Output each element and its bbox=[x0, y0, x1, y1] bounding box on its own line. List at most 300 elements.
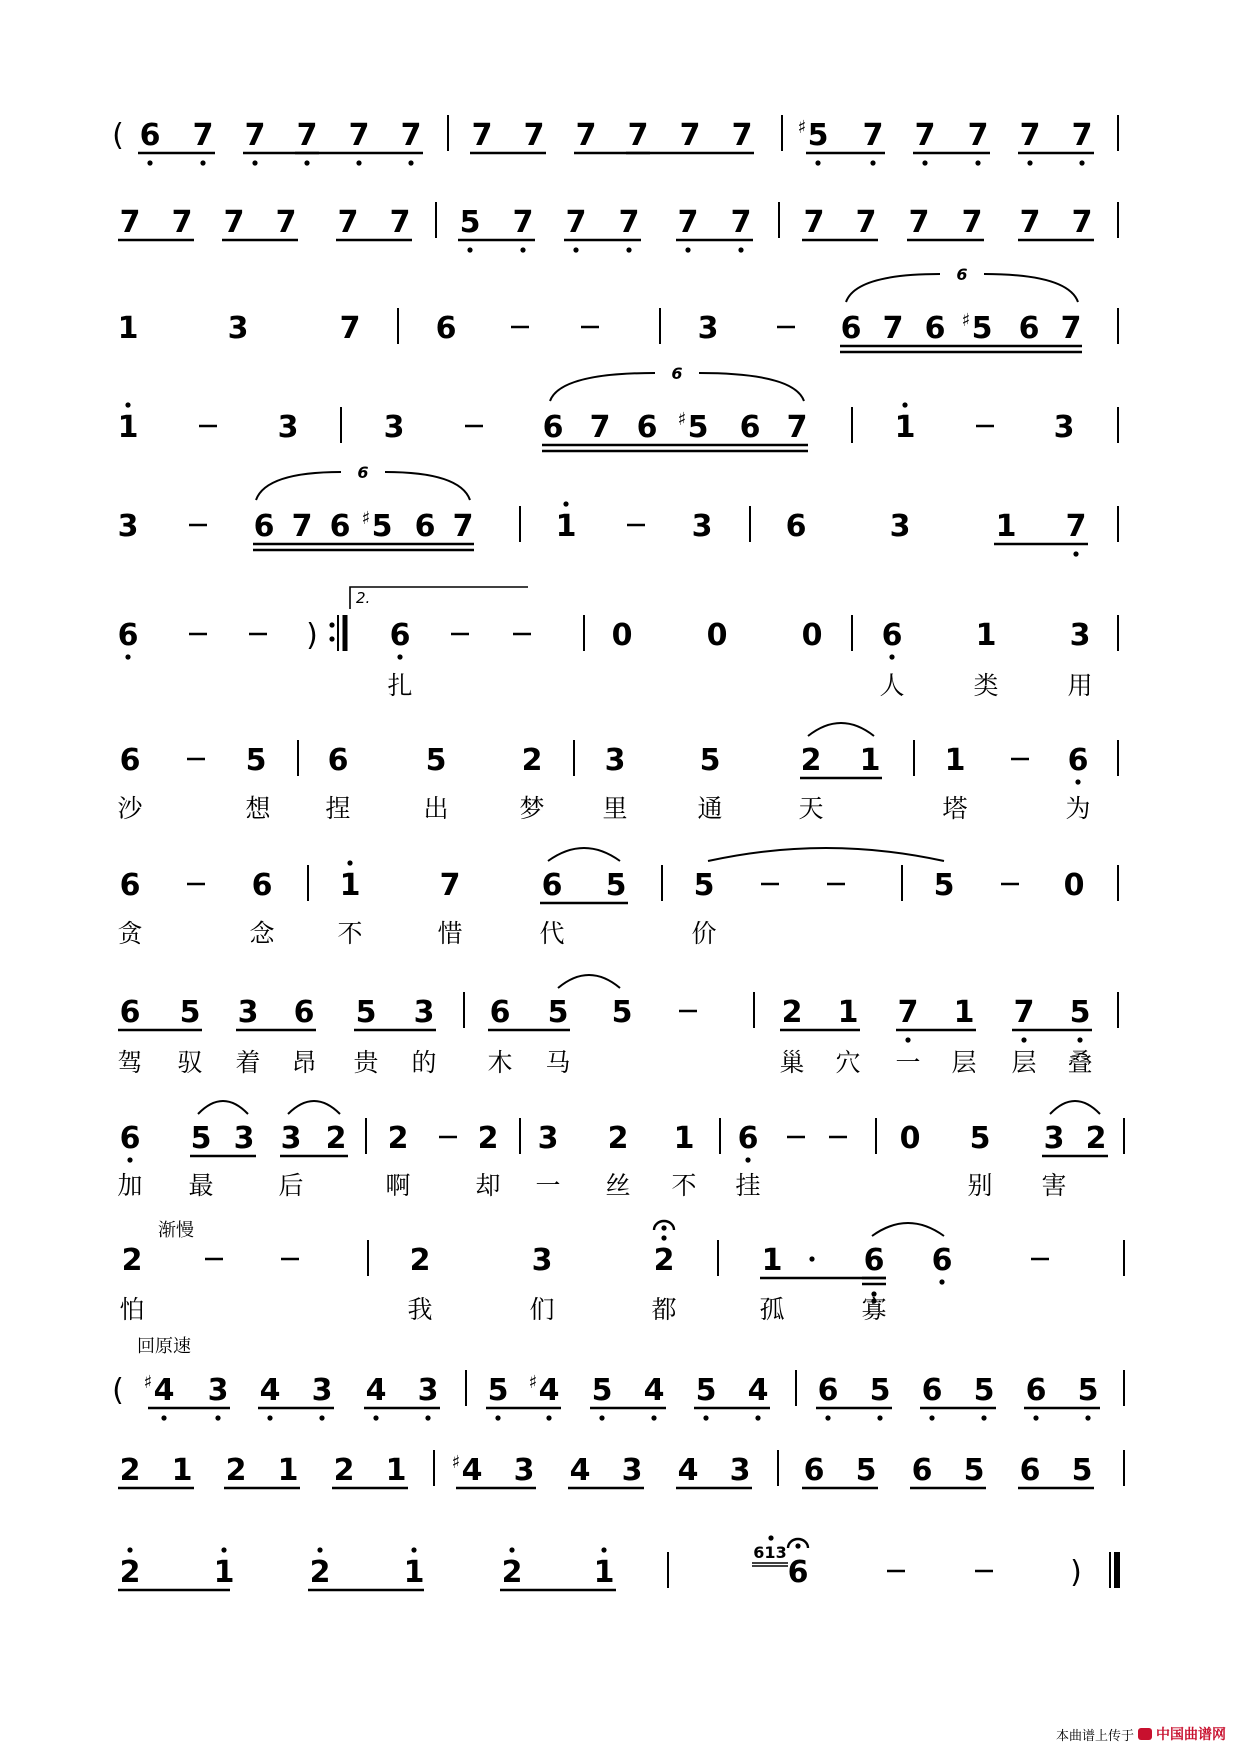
note-digit: 7 bbox=[275, 205, 297, 240]
note-digit: 2 bbox=[387, 1121, 409, 1156]
octave-dot bbox=[221, 1547, 226, 1552]
note-digit: 3 bbox=[1053, 410, 1075, 445]
octave-dot bbox=[601, 1547, 606, 1552]
note-digit: 7 bbox=[1060, 311, 1082, 346]
note-digit: 2 bbox=[121, 1243, 143, 1278]
site-logo-icon bbox=[1138, 1728, 1152, 1740]
note-digit: 6 bbox=[924, 311, 946, 346]
tie-slur bbox=[558, 975, 620, 988]
note-digit: 3 bbox=[729, 1453, 751, 1488]
note-digit: 6 bbox=[542, 410, 564, 445]
note-digit: 2 bbox=[607, 1121, 629, 1156]
note-digit: 5 bbox=[355, 995, 377, 1030]
lyric-char: 害 bbox=[1041, 1171, 1067, 1200]
tie-slur bbox=[288, 1101, 340, 1114]
lyric-char: 出 bbox=[423, 794, 449, 823]
note-digit: 7 bbox=[1071, 118, 1093, 153]
note-digit: 7 bbox=[1071, 205, 1093, 240]
lyric-char: 扎 bbox=[387, 671, 413, 700]
note-digit: 0 bbox=[1063, 868, 1085, 903]
lyric-char: 的 bbox=[411, 1048, 437, 1077]
note-digit: 6 bbox=[1019, 1453, 1041, 1488]
tuplet-number: 6 bbox=[671, 364, 683, 383]
octave-dot bbox=[795, 1543, 800, 1548]
note-digit: 1 bbox=[995, 509, 1017, 544]
note-digit: 6 bbox=[881, 618, 903, 653]
lyric-char: 加 bbox=[117, 1171, 143, 1200]
note-digit: 1 bbox=[117, 410, 139, 445]
octave-dot bbox=[215, 1415, 220, 1420]
lyric-char: 马 bbox=[545, 1048, 571, 1077]
note-digit: 7 bbox=[291, 509, 313, 544]
note-digit: 7 bbox=[439, 868, 461, 903]
note-digit: 7 bbox=[389, 205, 411, 240]
note-digit: 7 bbox=[1019, 205, 1041, 240]
lyric-char: 贵 bbox=[353, 1048, 379, 1077]
sharp-sign: ♯ bbox=[361, 508, 371, 529]
octave-dot bbox=[599, 1415, 604, 1420]
octave-dot bbox=[127, 1547, 132, 1552]
octave-dot bbox=[520, 247, 525, 252]
note-digit: 7 bbox=[339, 311, 361, 346]
note-digit: 7 bbox=[677, 205, 699, 240]
note-digit: 2 bbox=[800, 743, 822, 778]
note-digit: 7 bbox=[171, 205, 193, 240]
octave-dot bbox=[125, 402, 130, 407]
note-digit: 1 bbox=[975, 618, 997, 653]
note-digit: 6 bbox=[253, 509, 275, 544]
note-digit: 7 bbox=[967, 118, 989, 153]
note-digit: 7 bbox=[627, 118, 649, 153]
note-digit: 7 bbox=[523, 118, 545, 153]
note-digit: 6 bbox=[840, 311, 862, 346]
note-digit: 3 bbox=[207, 1373, 229, 1408]
octave-dot bbox=[626, 247, 631, 252]
octave-dot bbox=[147, 160, 152, 165]
volta-bracket bbox=[350, 587, 528, 609]
octave-dot bbox=[1077, 1037, 1082, 1042]
note-digit: 0 bbox=[706, 618, 728, 653]
note-digit: 3 bbox=[383, 410, 405, 445]
note-digit: 1 bbox=[213, 1555, 235, 1590]
note-digit: 3 bbox=[604, 743, 626, 778]
note-digit: 6 bbox=[636, 410, 658, 445]
octave-dot bbox=[267, 1415, 272, 1420]
note-digit: 3 bbox=[311, 1373, 333, 1408]
note-digit: 4 bbox=[538, 1373, 560, 1408]
close-parenthesis: ) bbox=[306, 618, 318, 653]
note-digit: 1 bbox=[171, 1453, 193, 1488]
octave-dot bbox=[809, 1256, 814, 1261]
octave-dot bbox=[252, 160, 257, 165]
note-digit: 5 bbox=[807, 118, 829, 153]
note-digit: 1 bbox=[944, 743, 966, 778]
note-digit: 1 bbox=[761, 1243, 783, 1278]
octave-dot bbox=[356, 160, 361, 165]
note-digit: 5 bbox=[969, 1121, 991, 1156]
note-digit: 2 bbox=[653, 1243, 675, 1278]
octave-dot bbox=[329, 622, 334, 627]
watermark-footer bbox=[1056, 1724, 1226, 1744]
octave-dot bbox=[929, 1415, 934, 1420]
note-digit: 3 bbox=[277, 410, 299, 445]
octave-dot bbox=[975, 160, 980, 165]
note-digit: 6 bbox=[541, 868, 563, 903]
lyric-char: 用 bbox=[1067, 671, 1093, 700]
note-digit: 7 bbox=[452, 509, 474, 544]
lyric-char: 寡 bbox=[861, 1295, 887, 1324]
note-digit: 6 bbox=[817, 1373, 839, 1408]
lyric-char: 一 bbox=[895, 1048, 921, 1077]
lyric-char: 捏 bbox=[325, 794, 351, 823]
octave-dot bbox=[563, 501, 568, 506]
note-digit: 7 bbox=[337, 205, 359, 240]
lyric-char: 着 bbox=[235, 1048, 261, 1077]
note-digit: 7 bbox=[908, 205, 930, 240]
octave-dot bbox=[902, 402, 907, 407]
lyric-char: 木 bbox=[487, 1048, 513, 1077]
sharp-sign: ♯ bbox=[143, 1372, 153, 1393]
note-digit: 7 bbox=[618, 205, 640, 240]
note-digit: 1 bbox=[953, 995, 975, 1030]
note-digit: 5 bbox=[605, 868, 627, 903]
note-digit: 7 bbox=[862, 118, 884, 153]
note-digit: 3 bbox=[889, 509, 911, 544]
tuplet-number: 6 bbox=[956, 265, 968, 284]
note-digit: 6 bbox=[119, 1121, 141, 1156]
note-digit: 5 bbox=[693, 868, 715, 903]
lyric-char: 贪 bbox=[117, 919, 143, 948]
lyric-char: 昂 bbox=[291, 1048, 317, 1077]
note-digit: 0 bbox=[899, 1121, 921, 1156]
tie-slur bbox=[808, 723, 874, 736]
note-digit: 6 bbox=[119, 995, 141, 1030]
octave-dot bbox=[870, 160, 875, 165]
lyric-char: 梦 bbox=[519, 794, 545, 823]
tuplet-number: 6 bbox=[357, 463, 369, 482]
note-digit: 3 bbox=[531, 1243, 553, 1278]
note-digit: 7 bbox=[882, 311, 904, 346]
tie-slur bbox=[708, 848, 944, 861]
note-digit: 7 bbox=[730, 205, 752, 240]
note-digit: 2 bbox=[521, 743, 543, 778]
note-digit: 1 bbox=[555, 509, 577, 544]
lyric-char: 们 bbox=[529, 1295, 555, 1324]
octave-dot bbox=[905, 1037, 910, 1042]
lyric-char: 念 bbox=[249, 919, 275, 948]
note-digit: 7 bbox=[119, 205, 141, 240]
note-digit: 6 bbox=[119, 743, 141, 778]
lyric-char: 想 bbox=[245, 794, 271, 823]
sharp-sign: ♯ bbox=[528, 1372, 538, 1393]
lyric-char: 代 bbox=[539, 919, 565, 948]
note-digit: 5 bbox=[179, 995, 201, 1030]
note-digit: 3 bbox=[227, 311, 249, 346]
volta-label: 2. bbox=[356, 589, 371, 607]
octave-dot bbox=[127, 1157, 132, 1162]
octave-dot bbox=[889, 654, 894, 659]
note-digit: 0 bbox=[801, 618, 823, 653]
note-digit: 5 bbox=[591, 1373, 613, 1408]
note-digit: 6 bbox=[293, 995, 315, 1030]
note-digit: 6 bbox=[921, 1373, 943, 1408]
note-digit: 1 bbox=[117, 311, 139, 346]
note-digit: 2 bbox=[309, 1555, 331, 1590]
octave-dot bbox=[200, 160, 205, 165]
note-digit: 7 bbox=[731, 118, 753, 153]
lyric-char: 塔 bbox=[942, 794, 968, 823]
octave-dot bbox=[408, 160, 413, 165]
note-digit: 7 bbox=[400, 118, 422, 153]
note-digit: 1 bbox=[277, 1453, 299, 1488]
octave-dot bbox=[1033, 1415, 1038, 1420]
octave-dot bbox=[1075, 779, 1080, 784]
note-digit: 7 bbox=[512, 205, 534, 240]
octave-dot bbox=[738, 247, 743, 252]
lyric-char: 后 bbox=[278, 1171, 304, 1200]
lyric-char: 类 bbox=[973, 671, 999, 700]
note-digit: 6 bbox=[803, 1453, 825, 1488]
octave-dot bbox=[1085, 1415, 1090, 1420]
lyric-char: 叠 bbox=[1067, 1048, 1093, 1077]
sharp-sign: ♯ bbox=[797, 117, 807, 138]
lyric-char: 层 bbox=[951, 1048, 977, 1077]
note-digit: 1 bbox=[339, 868, 361, 903]
note-digit: 2 bbox=[333, 1453, 355, 1488]
octave-dot bbox=[1079, 160, 1084, 165]
tempo-mark: 渐慢 bbox=[158, 1220, 194, 1241]
note-digit: 6 bbox=[911, 1453, 933, 1488]
lyric-char: 通 bbox=[697, 794, 723, 823]
octave-dot bbox=[1021, 1037, 1026, 1042]
grace-notes: 613 bbox=[753, 1543, 787, 1562]
note-digit: 3 bbox=[280, 1121, 302, 1156]
note-digit: 6 bbox=[1025, 1373, 1047, 1408]
note-digit: 2 bbox=[781, 995, 803, 1030]
octave-dot bbox=[573, 247, 578, 252]
lyric-char: 层 bbox=[1011, 1048, 1037, 1077]
note-digit: 2 bbox=[1085, 1121, 1107, 1156]
note-digit: 4 bbox=[677, 1453, 699, 1488]
note-digit: 1 bbox=[673, 1121, 695, 1156]
note-digit: 4 bbox=[461, 1453, 483, 1488]
note-digit: 7 bbox=[471, 118, 493, 153]
note-digit: 7 bbox=[192, 118, 214, 153]
note-digit: 3 bbox=[417, 1373, 439, 1408]
note-digit: 2 bbox=[225, 1453, 247, 1488]
octave-dot bbox=[546, 1415, 551, 1420]
note-digit: 7 bbox=[1065, 509, 1087, 544]
lyric-char: 都 bbox=[651, 1295, 677, 1324]
note-digit: 7 bbox=[855, 205, 877, 240]
lyric-char: 啊 bbox=[385, 1171, 411, 1200]
note-digit: 7 bbox=[786, 410, 808, 445]
note-digit: 7 bbox=[1013, 995, 1035, 1030]
note-digit: 5 bbox=[855, 1453, 877, 1488]
lyric-char: 驾 bbox=[117, 1048, 143, 1077]
lyric-char: 一 bbox=[535, 1171, 561, 1200]
octave-dot bbox=[981, 1415, 986, 1420]
note-digit: 3 bbox=[513, 1453, 535, 1488]
octave-dot bbox=[411, 1547, 416, 1552]
footer-prefix: 本曲谱上传于 bbox=[1055, 1728, 1134, 1744]
note-digit: 0 bbox=[611, 618, 633, 653]
lyric-char: 不 bbox=[671, 1171, 697, 1200]
note-digit: 6 bbox=[119, 868, 141, 903]
octave-dot bbox=[317, 1547, 322, 1552]
note-digit: 7 bbox=[589, 410, 611, 445]
note-digit: 4 bbox=[569, 1453, 591, 1488]
octave-dot bbox=[1027, 160, 1032, 165]
note-digit: 5 bbox=[425, 743, 447, 778]
note-digit: 3 bbox=[1069, 618, 1091, 653]
note-digit: 6 bbox=[739, 410, 761, 445]
note-digit: 5 bbox=[699, 743, 721, 778]
note-digit: 6 bbox=[435, 311, 457, 346]
note-digit: 7 bbox=[296, 118, 318, 153]
note-digit: 6 bbox=[737, 1121, 759, 1156]
note-digit: 3 bbox=[237, 995, 259, 1030]
note-digit: 1 bbox=[894, 410, 916, 445]
lyric-char: 沙 bbox=[117, 794, 143, 823]
note-digit: 7 bbox=[223, 205, 245, 240]
lyric-char: 为 bbox=[1065, 794, 1091, 823]
note-digit: 7 bbox=[897, 995, 919, 1030]
note-digit: 3 bbox=[413, 995, 435, 1030]
lyric-char: 价 bbox=[691, 919, 717, 948]
note-digit: 2 bbox=[409, 1243, 431, 1278]
tie-slur bbox=[1050, 1101, 1100, 1114]
octave-dot bbox=[425, 1415, 430, 1420]
note-digit: 1 bbox=[385, 1453, 407, 1488]
note-digit: 6 bbox=[931, 1243, 953, 1278]
note-digit: 1 bbox=[859, 743, 881, 778]
note-digit: 7 bbox=[679, 118, 701, 153]
sharp-sign: ♯ bbox=[677, 409, 687, 430]
note-digit: 7 bbox=[914, 118, 936, 153]
octave-dot bbox=[661, 1235, 666, 1240]
octave-dot bbox=[397, 654, 402, 659]
note-digit: 3 bbox=[697, 311, 719, 346]
note-digit: 1 bbox=[837, 995, 859, 1030]
octave-dot bbox=[825, 1415, 830, 1420]
lyric-char: 不 bbox=[337, 919, 363, 948]
note-digit: 5 bbox=[547, 995, 569, 1030]
lyric-char: 却 bbox=[475, 1171, 501, 1200]
note-digit: 6 bbox=[414, 509, 436, 544]
note-digit: 2 bbox=[119, 1453, 141, 1488]
octave-dot bbox=[125, 654, 130, 659]
octave-dot bbox=[319, 1415, 324, 1420]
tie-slur bbox=[872, 1223, 944, 1236]
note-digit: 7 bbox=[1019, 118, 1041, 153]
octave-dot bbox=[745, 1157, 750, 1162]
note-digit: 5 bbox=[611, 995, 633, 1030]
note-digit: 3 bbox=[117, 509, 139, 544]
note-digit: 5 bbox=[245, 743, 267, 778]
lyric-char: 孤 bbox=[759, 1295, 785, 1324]
octave-dot bbox=[347, 860, 352, 865]
note-digit: 7 bbox=[244, 118, 266, 153]
open-parenthesis: ( bbox=[112, 118, 124, 153]
lyric-char: 挂 bbox=[735, 1171, 761, 1200]
note-digit: 6 bbox=[787, 1555, 809, 1590]
note-digit: 7 bbox=[348, 118, 370, 153]
note-digit: 1 bbox=[403, 1555, 425, 1590]
octave-dot bbox=[329, 636, 334, 641]
note-digit: 3 bbox=[1043, 1121, 1065, 1156]
note-digit: 3 bbox=[537, 1121, 559, 1156]
note-digit: 7 bbox=[961, 205, 983, 240]
octave-dot bbox=[1073, 551, 1078, 556]
open-parenthesis: ( bbox=[112, 1373, 124, 1408]
close-parenthesis: ) bbox=[1070, 1555, 1082, 1590]
note-digit: 6 bbox=[1067, 743, 1089, 778]
note-digit: 5 bbox=[487, 1373, 509, 1408]
note-digit: 7 bbox=[575, 118, 597, 153]
note-digit: 5 bbox=[371, 509, 393, 544]
note-digit: 3 bbox=[691, 509, 713, 544]
note-digit: 5 bbox=[973, 1373, 995, 1408]
lyric-char: 穴 bbox=[835, 1048, 861, 1077]
sharp-sign: ♯ bbox=[451, 1452, 461, 1473]
note-digit: 4 bbox=[153, 1373, 175, 1408]
lyric-char: 驭 bbox=[177, 1048, 203, 1077]
octave-dot bbox=[304, 160, 309, 165]
note-digit: 5 bbox=[933, 868, 955, 903]
note-digit: 4 bbox=[259, 1373, 281, 1408]
note-digit: 6 bbox=[389, 618, 411, 653]
lyric-char: 惜 bbox=[437, 919, 463, 948]
note-digit: 6 bbox=[1018, 311, 1040, 346]
note-digit: 5 bbox=[963, 1453, 985, 1488]
octave-dot bbox=[373, 1415, 378, 1420]
note-digit: 5 bbox=[1069, 995, 1091, 1030]
lyric-char: 巢 bbox=[779, 1048, 805, 1077]
octave-dot bbox=[922, 160, 927, 165]
octave-dot bbox=[651, 1415, 656, 1420]
tie-slur bbox=[548, 848, 620, 861]
octave-dot bbox=[685, 247, 690, 252]
note-digit: 6 bbox=[117, 618, 139, 653]
note-digit: 7 bbox=[803, 205, 825, 240]
lyric-char: 我 bbox=[407, 1295, 433, 1324]
octave-dot bbox=[661, 1225, 666, 1230]
footer-site-name[interactable]: 中国曲谱网 bbox=[1156, 1727, 1226, 1743]
octave-dot bbox=[768, 1535, 773, 1540]
lyric-char: 最 bbox=[188, 1171, 214, 1200]
note-digit: 2 bbox=[477, 1121, 499, 1156]
note-digit: 6 bbox=[327, 743, 349, 778]
octave-dot bbox=[495, 1415, 500, 1420]
note-digit: 5 bbox=[869, 1373, 891, 1408]
note-digit: 7 bbox=[565, 205, 587, 240]
note-digit: 4 bbox=[747, 1373, 769, 1408]
note-digit: 2 bbox=[119, 1555, 141, 1590]
octave-dot bbox=[755, 1415, 760, 1420]
note-digit: 6 bbox=[251, 868, 273, 903]
lyric-char: 丝 bbox=[605, 1171, 631, 1200]
octave-dot bbox=[703, 1415, 708, 1420]
tempo-mark: 回原速 bbox=[137, 1336, 191, 1357]
octave-dot bbox=[815, 160, 820, 165]
lyric-char: 人 bbox=[879, 671, 905, 700]
note-digit: 5 bbox=[971, 311, 993, 346]
note-digit: 3 bbox=[621, 1453, 643, 1488]
note-digit: 5 bbox=[1077, 1373, 1099, 1408]
note-digit: 2 bbox=[501, 1555, 523, 1590]
note-digit: 1 bbox=[593, 1555, 615, 1590]
